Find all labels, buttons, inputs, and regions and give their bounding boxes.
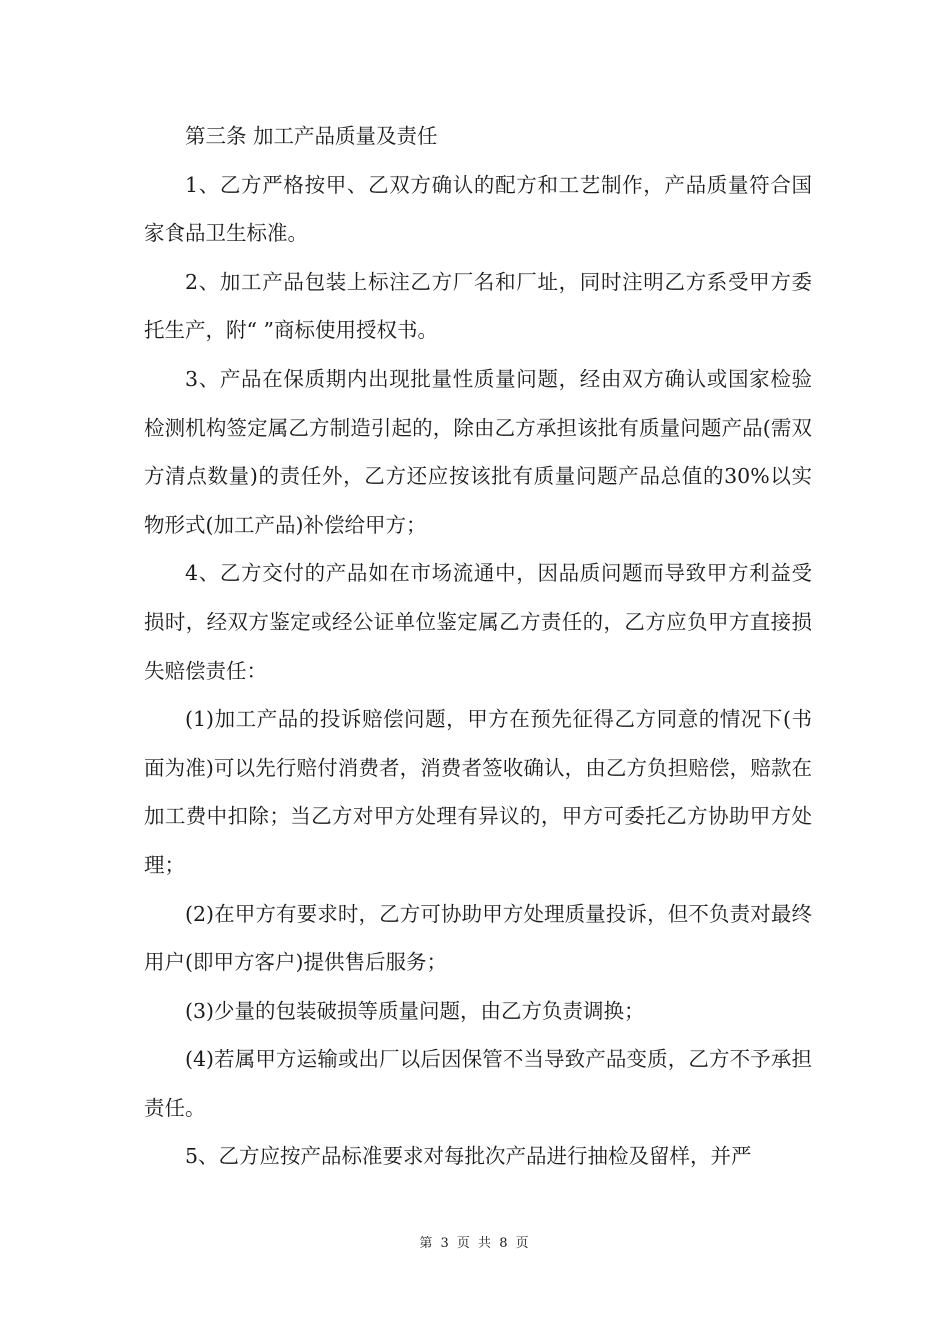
subclause-3: (3)少量的包装破损等质量问题，由乙方负责调换； [185, 998, 645, 1023]
clause-3: 3、产品在保质期内出现批量性质量问题，经由双方确认或国家检验检测机构签定属乙方制造引起的，除由乙方承担该批有质量问题产品(需双方清点数量)的责任外，乙方还应按该批有质量问题产品总值的30%以实物形式(加工产品)补偿给甲方； [144, 366, 812, 537]
clause-2: 2、加工产品包装上标注乙方厂名和厂址，同时注明乙方系受甲方委托生产，附“ ”商标使用授权书。 [144, 269, 812, 343]
clause-1: 1、乙方严格按甲、乙双方确认的配方和工艺制作，产品质量符合国家食品卫生标准。 [144, 172, 812, 246]
article-heading: 第三条 加工产品质量及责任 [185, 124, 438, 148]
subclause-4: (4)若属甲方运输或出厂以后因保管不当导致产品变质，乙方不予承担责任。 [144, 1047, 812, 1120]
page-footer: 第 3 页 共 8 页 [419, 1236, 531, 1251]
document-body [144, 112, 812, 1181]
clause-5: 5、乙方应按产品标准要求对每批次产品进行抽检及留样，并严 [185, 1144, 752, 1169]
subclause-1: (1)加工产品的投诉赔偿问题，甲方在预先征得乙方同意的情况下(书面为准)可以先行赔付消费者，消费者签收确认，由乙方负担赔偿，赔款在加工费中扣除；当乙方对甲方处理有异议的，甲方可委托乙方协助甲方处理； [144, 707, 812, 877]
subclause-2: (2)在甲方有要求时，乙方可协助甲方处理质量投诉，但不负责对最终用户(即甲方客户)提供售后服务； [144, 901, 812, 975]
clause-4: 4、乙方交付的产品如在市场流通中，因品质问题而导致甲方利益受损时，经双方鉴定或经公证单位鉴定属乙方责任的，乙方应负甲方直接损失赔偿责任： [144, 561, 812, 683]
